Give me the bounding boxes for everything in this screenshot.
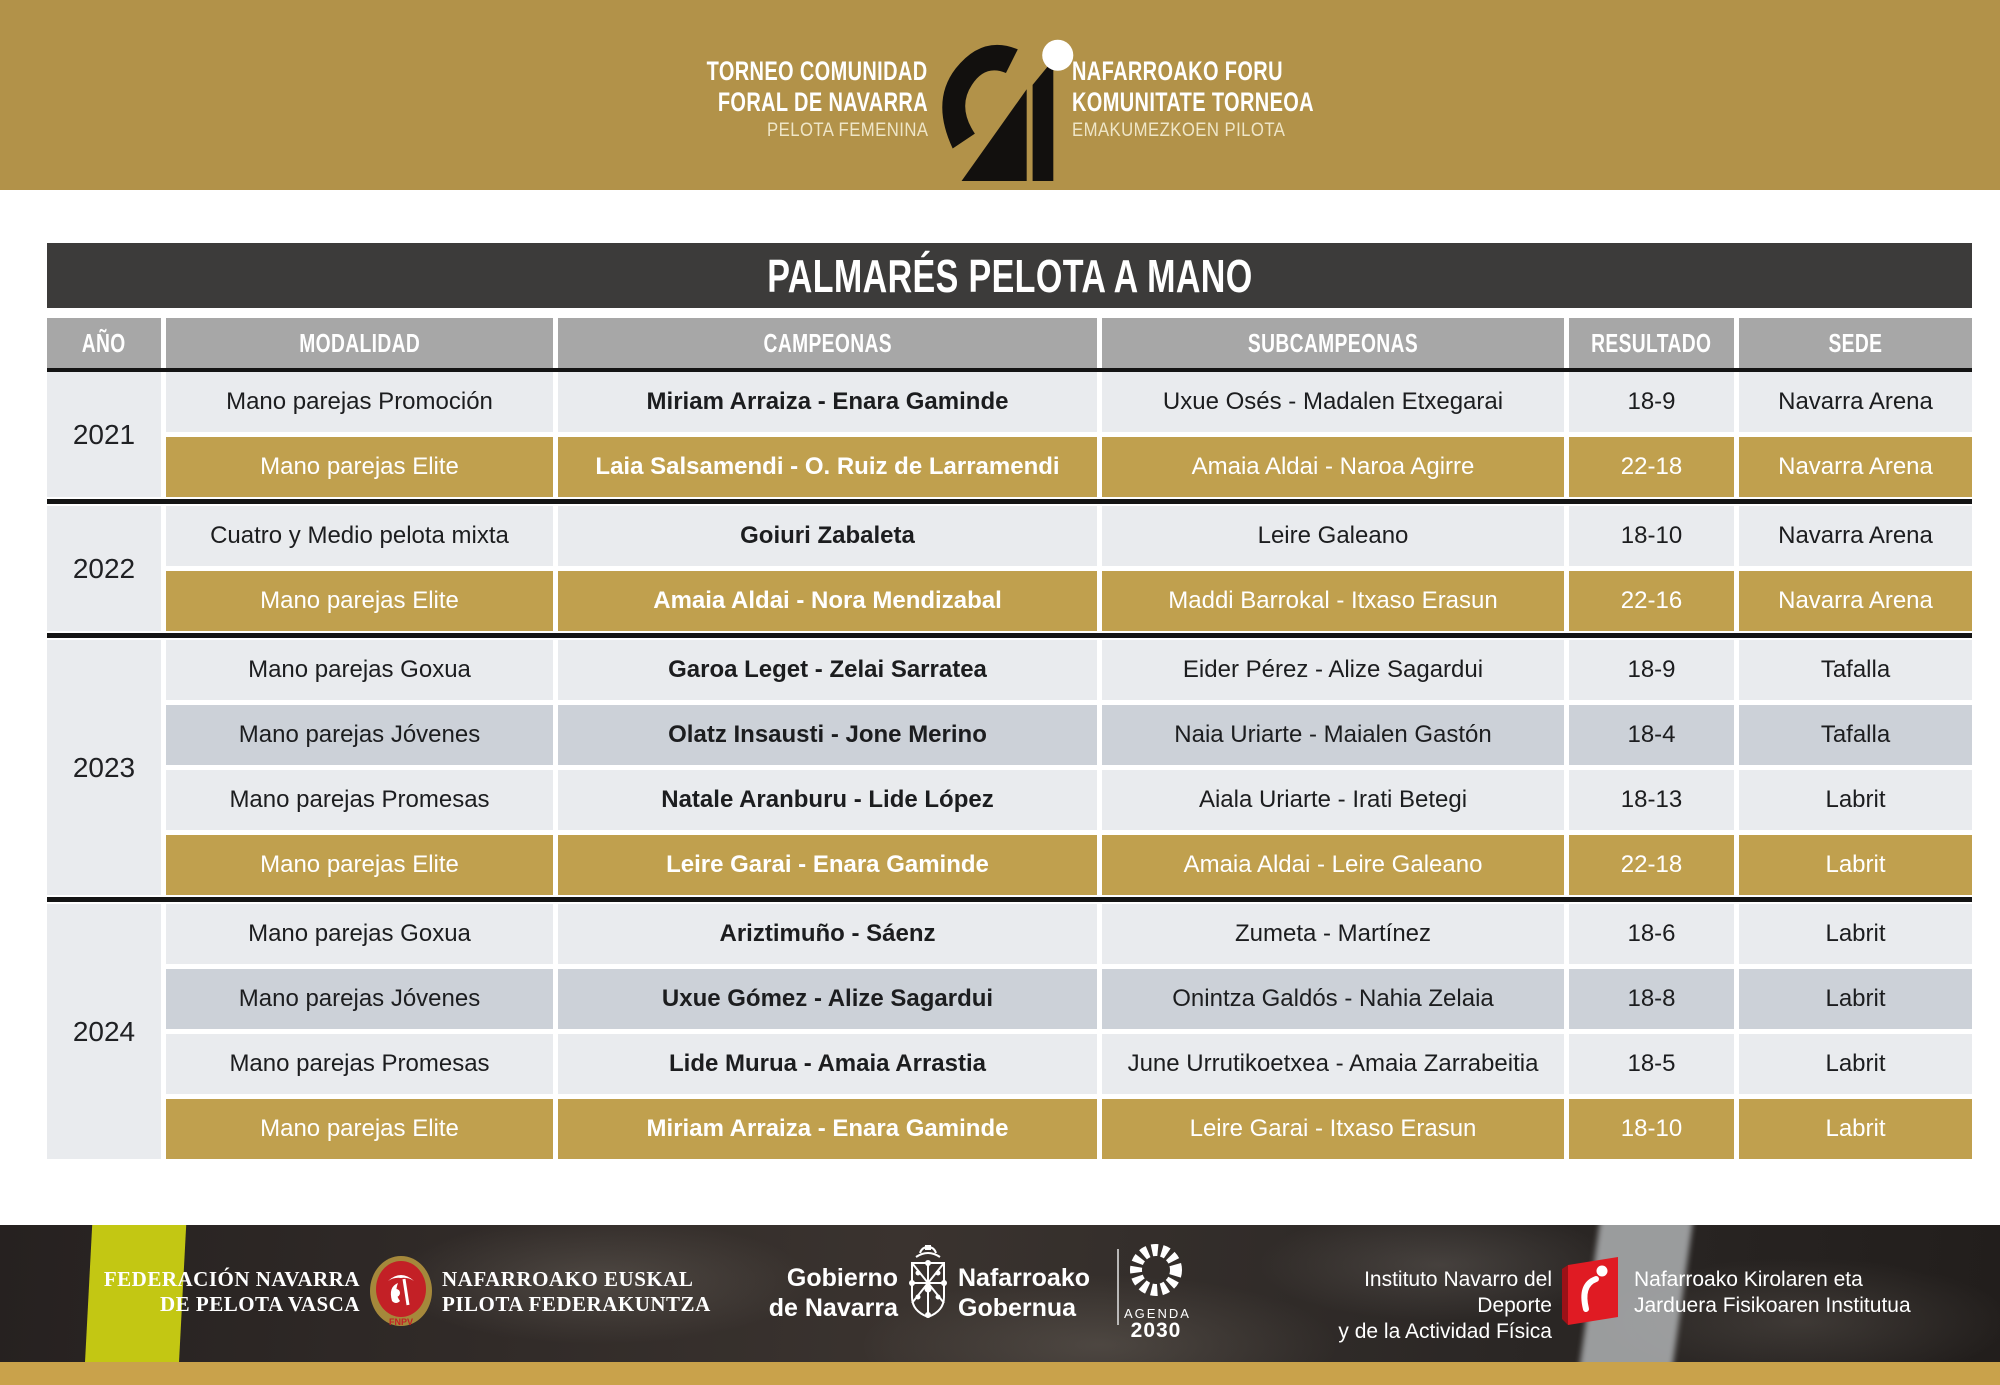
sede-cell: Labrit: [1739, 904, 1972, 964]
sede-cell: Labrit: [1739, 969, 1972, 1029]
modalidad-cell: Mano parejas Elite: [166, 1099, 553, 1159]
sede-cell: Labrit: [1739, 1099, 1972, 1159]
modalidad-cell: Mano parejas Elite: [166, 437, 553, 497]
tournament-logo-icon: [928, 36, 1078, 184]
campeonas-cell: Olatz Insausti - Jone Merino: [558, 705, 1097, 765]
institute-eu-line2: Jarduera Fisikoaren Institutua: [1634, 1294, 1911, 1317]
modalidad-cell: Mano parejas Jóvenes: [166, 705, 553, 765]
modalidad-cell: Mano parejas Elite: [166, 571, 553, 631]
resultado-cell: 18-5: [1569, 1034, 1734, 1094]
column-header-campeonas: CAMPEONAS: [558, 318, 1097, 368]
agenda-2030-ring-icon: [1127, 1241, 1185, 1299]
year-group-2023: [47, 640, 1972, 895]
year-cell: 2024: [47, 904, 161, 1159]
table-row: [166, 770, 1972, 830]
resultado-cell: 18-13: [1569, 770, 1734, 830]
banner-eu-line2: KOMUNITATE TORNEOA: [1072, 87, 1314, 117]
table-title-bar: [47, 243, 1972, 308]
campeonas-cell: Miriam Arraiza - Enara Gaminde: [558, 372, 1097, 432]
federation-eu-line1: NAFARROAKO EUSKAL: [442, 1267, 694, 1291]
subcampeonas-cell: June Urrutikoetxea - Amaia Zarrabeitia: [1102, 1034, 1564, 1094]
campeonas-cell: Garoa Leget - Zelai Sarratea: [558, 640, 1097, 700]
subcampeonas-cell: Naia Uriarte - Maialen Gastón: [1102, 705, 1564, 765]
campeonas-cell: Amaia Aldai - Nora Mendizabal: [558, 571, 1097, 631]
modalidad-cell: Mano parejas Promesas: [166, 1034, 553, 1094]
federation-emblem-icon: [368, 1253, 434, 1331]
sede-cell: Labrit: [1739, 770, 1972, 830]
column-header-subcampeonas: SUBCAMPEONAS: [1102, 318, 1564, 368]
year-group-2024: [47, 904, 1972, 1159]
government-name-eu: [958, 1263, 1090, 1323]
year-group-2021: [47, 372, 1972, 497]
table-row: [166, 372, 1972, 432]
government-es-line1: Gobierno: [786, 1264, 898, 1292]
campeonas-cell: Natale Aranburu - Lide López: [558, 770, 1097, 830]
year-cell: 2021: [47, 372, 161, 497]
government-es-line2: de Navarra: [768, 1294, 898, 1322]
institute-es-line2: y de la Actividad Física: [1338, 1320, 1552, 1343]
government-name-es: [620, 1263, 898, 1323]
federation-name-es: [0, 1267, 360, 1317]
table-row: [166, 969, 1972, 1029]
government-eu-line2: Gobernua: [958, 1294, 1077, 1322]
table-row: [166, 640, 1972, 700]
agenda-2030-logo: [1124, 1241, 1191, 1343]
subcampeonas-cell: Amaia Aldai - Leire Galeano: [1102, 835, 1564, 895]
sede-cell: Navarra Arena: [1739, 437, 1972, 497]
subcampeonas-cell: Aiala Uriarte - Irati Betegi: [1102, 770, 1564, 830]
footer-divider: [1117, 1249, 1119, 1325]
agenda-year: 2030: [1130, 1319, 1182, 1342]
banner-title-es: [629, 56, 928, 144]
banner-es-subtitle: PELOTA FEMENINA: [766, 120, 928, 141]
subcampeonas-cell: Onintza Galdós - Nahia Zelaia: [1102, 969, 1564, 1029]
institute-es-line1: Instituto Navarro del Deporte: [1364, 1268, 1552, 1317]
modalidad-cell: Mano parejas Promesas: [166, 770, 553, 830]
column-header-a-o: AÑO: [47, 318, 161, 368]
resultado-cell: 18-9: [1569, 640, 1734, 700]
institute-cube-icon: [1560, 1251, 1626, 1331]
table-row: [166, 437, 1972, 497]
table-row: [166, 835, 1972, 895]
subcampeonas-cell: Amaia Aldai - Naroa Agirre: [1102, 437, 1564, 497]
resultado-cell: 22-18: [1569, 437, 1734, 497]
campeonas-cell: Uxue Gómez - Alize Sagardui: [558, 969, 1097, 1029]
banner-eu-line1: NAFARROAKO FORU: [1072, 56, 1283, 86]
sede-cell: Labrit: [1739, 835, 1972, 895]
sede-cell: Navarra Arena: [1739, 506, 1972, 566]
year-group-rows: [166, 640, 1972, 895]
resultado-cell: 18-4: [1569, 705, 1734, 765]
institute-name-es: [1290, 1267, 1552, 1345]
year-cell: 2023: [47, 640, 161, 895]
column-header-modalidad: MODALIDAD: [166, 318, 553, 368]
table-row: [166, 571, 1972, 631]
subcampeonas-cell: Leire Garai - Itxaso Erasun: [1102, 1099, 1564, 1159]
sede-cell: Tafalla: [1739, 640, 1972, 700]
subcampeonas-cell: Zumeta - Martínez: [1102, 904, 1564, 964]
resultado-cell: 18-8: [1569, 969, 1734, 1029]
year-group-separator: [47, 633, 1972, 638]
footer-strip: [0, 1225, 2000, 1385]
banner-es-line2: FORAL DE NAVARRA: [717, 87, 928, 117]
resultado-cell: 22-16: [1569, 571, 1734, 631]
table-row: [166, 506, 1972, 566]
year-group-rows: [166, 506, 1972, 631]
banner-eu-subtitle: EMAKUMEZKOEN PILOTA: [1072, 120, 1286, 141]
sede-cell: Tafalla: [1739, 705, 1972, 765]
year-cell: 2022: [47, 506, 161, 631]
campeonas-cell: Miriam Arraiza - Enara Gaminde: [558, 1099, 1097, 1159]
resultado-cell: 18-10: [1569, 506, 1734, 566]
resultado-cell: 22-18: [1569, 835, 1734, 895]
table-title: PALMARÉS PELOTA A MANO: [766, 249, 1253, 302]
campeonas-cell: Leire Garai - Enara Gaminde: [558, 835, 1097, 895]
banner-es-line1: TORNEO COMUNIDAD: [707, 56, 928, 86]
resultado-cell: 18-10: [1569, 1099, 1734, 1159]
column-header-sede: SEDE: [1739, 318, 1972, 368]
modalidad-cell: Mano parejas Elite: [166, 835, 553, 895]
table-header-row: [47, 318, 1972, 372]
palmares-table: [47, 372, 1972, 1159]
subcampeonas-cell: Eider Pérez - Alize Sagardui: [1102, 640, 1564, 700]
subcampeonas-cell: Uxue Osés - Madalen Etxegarai: [1102, 372, 1564, 432]
year-group-separator: [47, 897, 1972, 902]
government-eu-line1: Nafarroako: [958, 1264, 1090, 1292]
campeonas-cell: Ariztimuño - Sáenz: [558, 904, 1097, 964]
modalidad-cell: Mano parejas Jóvenes: [166, 969, 553, 1029]
top-banner: [0, 0, 2000, 190]
sede-cell: Navarra Arena: [1739, 571, 1972, 631]
campeonas-cell: Goiuri Zabaleta: [558, 506, 1097, 566]
year-group-2022: [47, 506, 1972, 631]
bottom-gold-band: [0, 1362, 2000, 1385]
subcampeonas-cell: Maddi Barrokal - Itxaso Erasun: [1102, 571, 1564, 631]
modalidad-cell: Mano parejas Goxua: [166, 904, 553, 964]
modalidad-cell: Mano parejas Goxua: [166, 640, 553, 700]
modalidad-cell: Cuatro y Medio pelota mixta: [166, 506, 553, 566]
resultado-cell: 18-9: [1569, 372, 1734, 432]
year-group-rows: [166, 904, 1972, 1159]
svg-text:FNPV: FNPV: [388, 1317, 414, 1327]
table-row: [166, 904, 1972, 964]
resultado-cell: 18-6: [1569, 904, 1734, 964]
modalidad-cell: Mano parejas Promoción: [166, 372, 553, 432]
federation-eu-line2: PILOTA FEDERAKUNTZA: [442, 1292, 711, 1316]
banner-title-eu: [1072, 56, 1399, 144]
institute-eu-line1: Nafarroako Kirolaren eta: [1634, 1268, 1863, 1291]
year-group-separator: [47, 499, 1972, 504]
column-header-resultado: RESULTADO: [1569, 318, 1734, 368]
sede-cell: Navarra Arena: [1739, 372, 1972, 432]
campeonas-cell: Lide Murua - Amaia Arrastia: [558, 1034, 1097, 1094]
table-row: [166, 1034, 1972, 1094]
federation-es-line2: DE PELOTA VASCA: [159, 1292, 360, 1316]
federation-es-line1: FEDERACIÓN NAVARRA: [103, 1267, 360, 1291]
table-row: [166, 1099, 1972, 1159]
navarra-shield-icon: [904, 1245, 952, 1325]
campeonas-cell: Laia Salsamendi - O. Ruiz de Larramendi: [558, 437, 1097, 497]
subcampeonas-cell: Leire Galeano: [1102, 506, 1564, 566]
year-group-rows: [166, 372, 1972, 497]
institute-name-eu: [1634, 1267, 1911, 1319]
agenda-word: AGENDA: [1124, 1306, 1191, 1321]
sede-cell: Labrit: [1739, 1034, 1972, 1094]
table-row: [166, 705, 1972, 765]
